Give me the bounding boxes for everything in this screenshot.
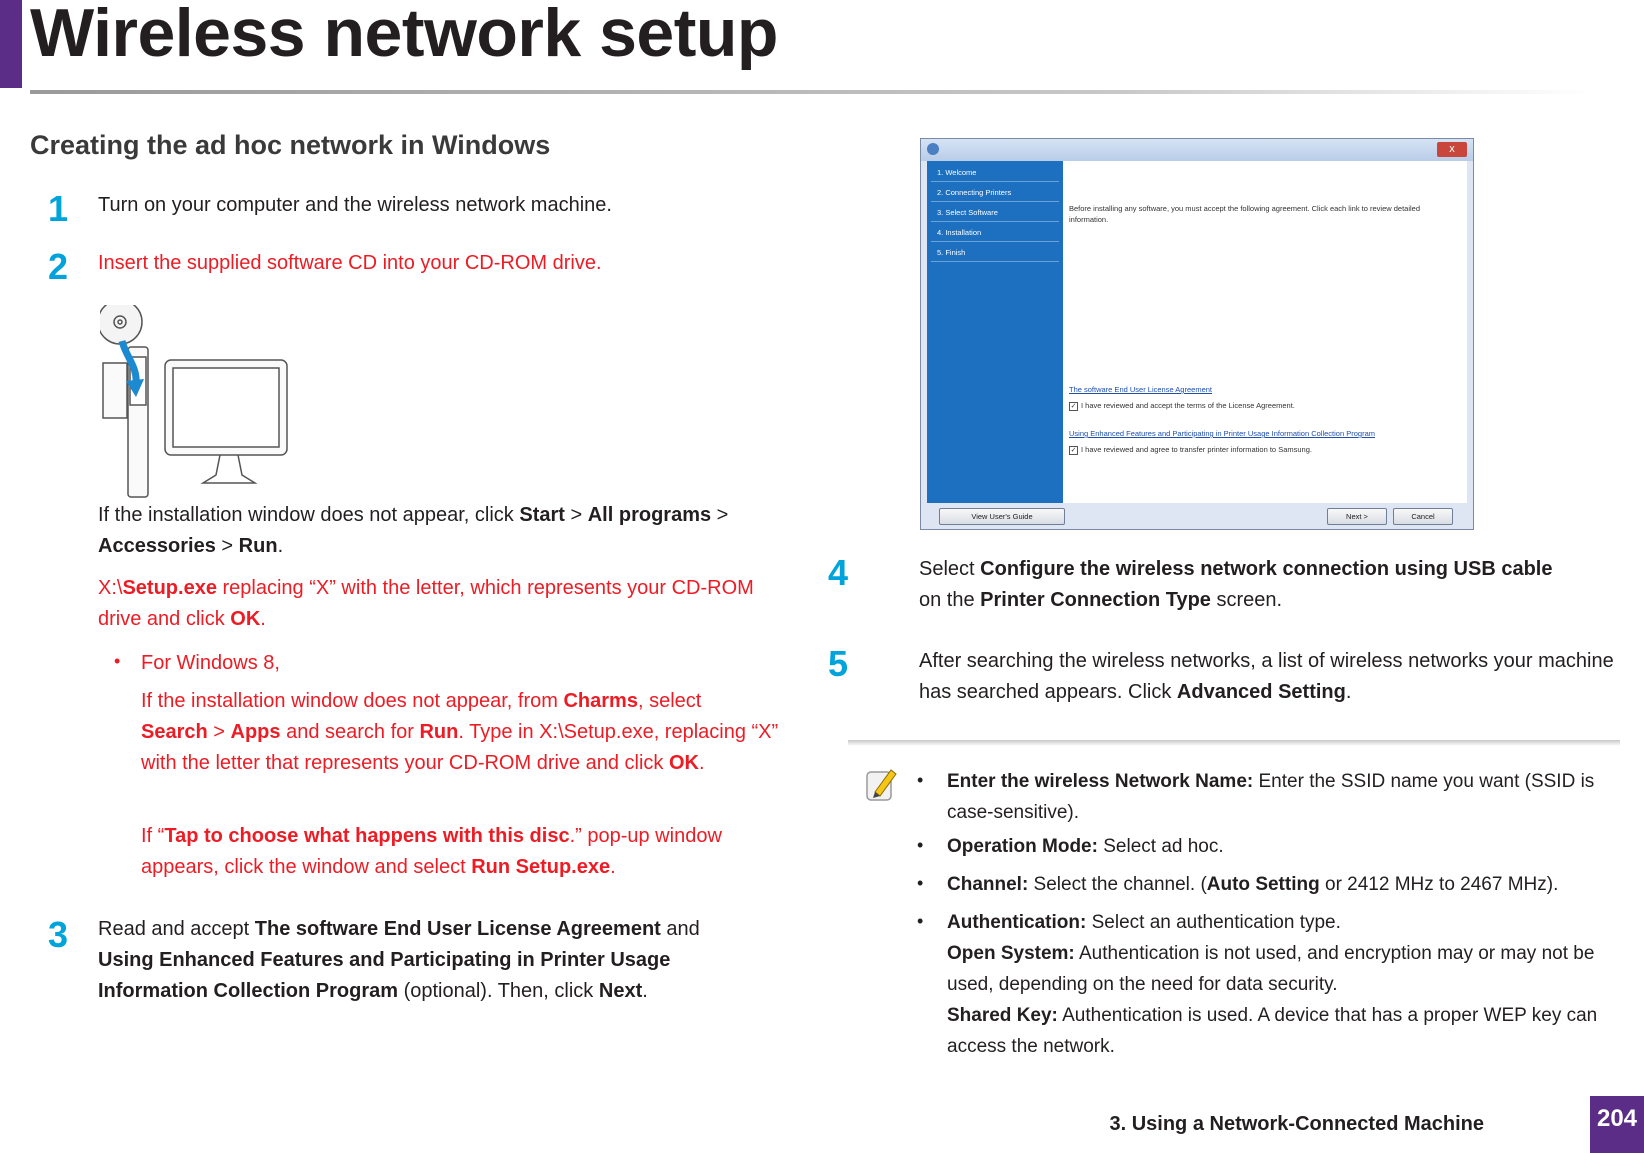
section-title: Creating the ad hoc network in Windows bbox=[30, 130, 551, 160]
step-4-number: 4 bbox=[828, 552, 849, 593]
note-bullet-4: • bbox=[917, 911, 924, 931]
installer-title-bar bbox=[921, 139, 1473, 161]
view-guide-button: View User's Guide bbox=[939, 508, 1065, 525]
pencil-note-icon bbox=[863, 764, 899, 804]
installer-main-panel bbox=[1063, 161, 1467, 503]
step-1-text: Turn on your computer and the wireless network machine. bbox=[98, 194, 612, 216]
eula-checkbox: ✓ I have reviewed and accept the terms of the License Agreement. bbox=[1070, 401, 1295, 410]
next-button: Next > bbox=[1327, 508, 1387, 525]
step-3-text: Read and accept The software End User License Agreement and Using Enhanced Features and Participating in Printer Usage Information Collection Program (optional). Then, click Next. bbox=[98, 918, 700, 1002]
note-bullet-2: • bbox=[917, 835, 924, 855]
note-divider bbox=[848, 740, 1620, 746]
step-2-setup-instruction: X:\Setup.exe replacing “X” with the letter, which represents your CD-ROM drive and click OK. bbox=[98, 577, 754, 630]
step-2-fallback-note: If the installation window does not appear, click Start > All programs > Accessories > Run. bbox=[98, 504, 729, 557]
windows8-instruction: If the installation window does not appear, from Charms, select Search > Apps and search for Run. Type in X:\Setup.exe, replacing “X” with the letter that represents your CD-ROM drive and click OK. bbox=[141, 690, 779, 774]
cancel-button: Cancel bbox=[1393, 508, 1453, 525]
installer-step-connecting: 2. Connecting Printers bbox=[931, 183, 1059, 202]
installer-window-screenshot bbox=[920, 138, 1474, 530]
installer-sidebar bbox=[927, 161, 1063, 503]
note-network-name: Enter the wireless Network Name: Enter the SSID name you want (SSID is case-sensitive). bbox=[947, 771, 1595, 823]
windows8-popup-note: If “Tap to choose what happens with this disc.” pop-up window appears, click the window and select Run Setup.exe. bbox=[141, 825, 722, 878]
footer-chapter: 3. Using a Network-Connected Machine bbox=[1109, 1113, 1484, 1135]
transfer-checkbox: ✓ I have reviewed and agree to transfer printer information to Samsung. bbox=[1070, 445, 1312, 454]
page-number: 204 bbox=[1590, 1096, 1644, 1153]
note-authentication: Authentication: Select an authentication type. bbox=[947, 912, 1341, 933]
step-2-number: 2 bbox=[48, 246, 69, 287]
cd-insert-illustration bbox=[100, 305, 300, 505]
page-title: Wireless network setup bbox=[30, 0, 778, 71]
header-divider bbox=[30, 90, 1590, 94]
step-3-number: 3 bbox=[48, 914, 69, 955]
app-icon bbox=[927, 143, 939, 155]
step-5-number: 5 bbox=[828, 643, 849, 684]
installer-step-welcome: 1. Welcome bbox=[931, 163, 1059, 182]
eula-link: The software End User License Agreement bbox=[1069, 385, 1212, 394]
checkbox-checked-icon: ✓ bbox=[1070, 446, 1077, 454]
note-open-system: Open System: Authentication is not used, and encryption may or may not be used, depending on the need for data security. bbox=[947, 943, 1595, 995]
note-shared-key: Shared Key: Authentication is used. A device that has a proper WEP key can access the network. bbox=[947, 1005, 1598, 1057]
installer-step-software: 3. Select Software bbox=[931, 203, 1059, 222]
close-icon: x bbox=[1437, 142, 1467, 157]
note-bullet-3: • bbox=[917, 873, 924, 893]
note-bullet-1: • bbox=[917, 770, 924, 790]
header-accent-bar bbox=[0, 0, 22, 88]
bullet-windows8: • bbox=[114, 651, 121, 671]
note-operation-mode: Operation Mode: Select ad hoc. bbox=[947, 836, 1224, 857]
step-1-number: 1 bbox=[48, 188, 69, 229]
installer-step-finish: 5. Finish bbox=[931, 243, 1059, 262]
installer-message: Before installing any software, you must accept the following agreement. Click each link to review detailed information. bbox=[1069, 204, 1421, 224]
enhanced-features-link: Using Enhanced Features and Participating in Printer Usage Information Collection Program bbox=[1069, 429, 1375, 438]
step-5-text: After searching the wireless networks, a list of wireless networks your machine has searched appears. Click Advanced Setting. bbox=[919, 650, 1614, 703]
installer-button-bar bbox=[921, 503, 1473, 529]
installer-step-installation: 4. Installation bbox=[931, 223, 1059, 242]
note-channel: Channel: Select the channel. (Auto Setting or 2412 MHz to 2467 MHz). bbox=[947, 874, 1559, 895]
step-2-text: Insert the supplied software CD into your CD-ROM drive. bbox=[98, 252, 602, 274]
checkbox-checked-icon: ✓ bbox=[1070, 402, 1077, 410]
step-4-text: Select Configure the wireless network connection using USB cable on the Printer Connection Type screen. bbox=[919, 558, 1553, 611]
windows8-title: For Windows 8, bbox=[141, 652, 280, 674]
